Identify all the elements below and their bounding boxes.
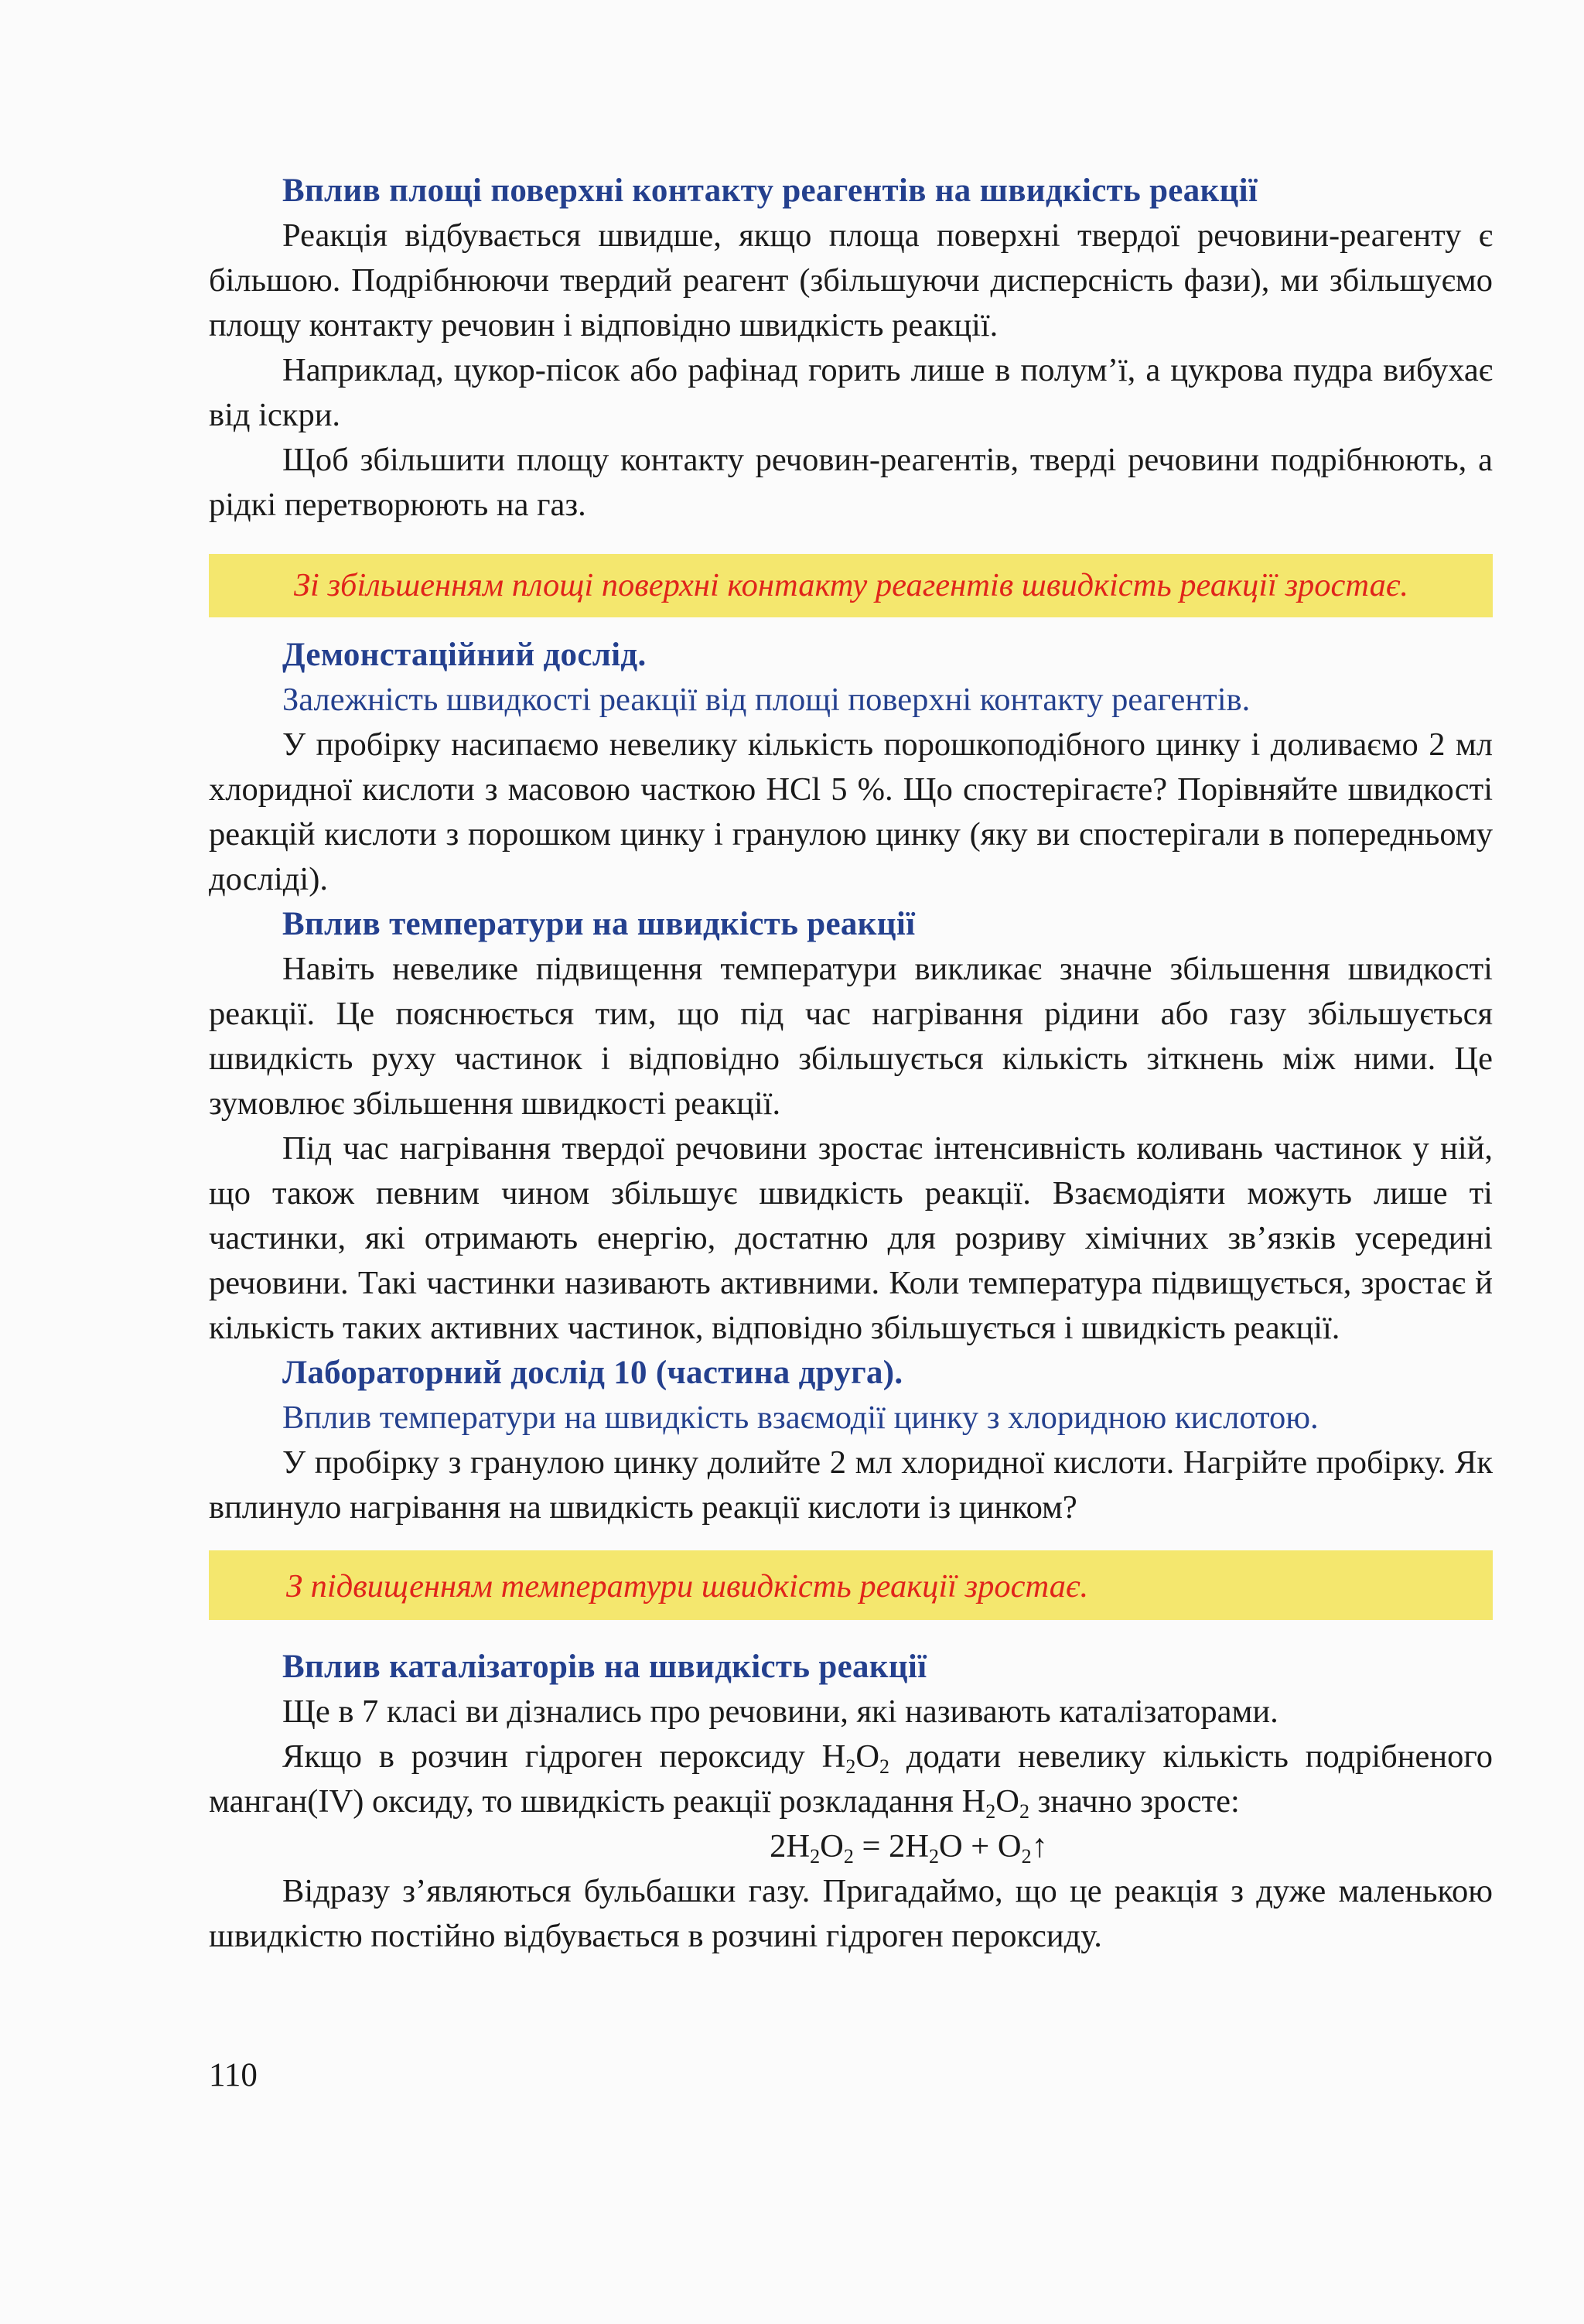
paragraph: Наприклад, цукор-пісок або рафінад горить лише в полум’ї, а цукрова пудра вибухає від іскри. bbox=[209, 352, 1493, 433]
chemical-equation: $2H_2O_2 = 2H_2O$ + $O_2↑$ bbox=[770, 1828, 1048, 1868]
lab-experiment-heading: Лабораторний дослід 10 (частина друга). bbox=[282, 1355, 903, 1391]
lab-experiment-subheading: Вплив температури на швидкість взаємодії цинку з хлоридною кислотою. bbox=[282, 1400, 1319, 1436]
paragraph-with-formula: Якщо в розчин гідроген пероксиду $H_2O_2$ додати невелику кількість подрібненого манган(IV) оксиду, то швидкість реакції розкладання $H_2O_2$ значно зросте: bbox=[209, 1738, 1493, 1823]
section-heading-catalysts: Вплив каталізаторів на швидкість реакції bbox=[282, 1649, 927, 1685]
paragraph: Під час нагрівання твердої речовини зростає інтенсивність коливань частинок у ній, що також певним чином збільшує швидкість реакції. Взаємодіяти можуть лише ті частинки, які отримають енергію, достатню для розриву хімічних зв’язків усередині речовини. Такі частинки називають активними. Коли температура підвищується, зростає й кількість таких активних частинок, відповідно збільшується і швидкість реакції. bbox=[209, 1130, 1493, 1346]
section-heading-temperature: Вплив температури на швидкість реакції bbox=[282, 906, 916, 942]
section-heading-surface-area: Вплив площі поверхні контакту реагентів на швидкість реакції bbox=[282, 173, 1258, 209]
paragraph: Відразу з’являються бульбашки газу. Пригадаймо, що це реакція з дуже маленькою швидкістю постійно відбувається в розчині гідроген пероксиду. bbox=[209, 1873, 1493, 1954]
page-content bbox=[209, 169, 1493, 1959]
highlight-conclusion-surface-area: Зі збільшенням площі поверхні контакту реагентів швидкість реакції зростає. bbox=[209, 554, 1493, 617]
paragraph: Ще в 7 класі ви дізнались про речовини, які називають каталізаторами. bbox=[282, 1693, 1278, 1730]
paragraph: У пробірку з гранулою цинку долийте 2 мл хлоридної кислоти. Нагрійте пробірку. Як вплинуло нагрівання на швидкість реакції кислоти із цинком? bbox=[209, 1444, 1493, 1526]
demo-experiment-subheading: Залежність швидкості реакції від площі поверхні контакту реагентів. bbox=[282, 682, 1251, 718]
paragraph: Щоб збільшити площу контакту речовин-реагентів, тверді речовини подрібнюють, а рідкі перетворюють на газ. bbox=[209, 442, 1493, 523]
page-number: 110 bbox=[209, 2057, 258, 2093]
highlight-conclusion-temperature: З підвищенням температури швидкість реакції зростає. bbox=[209, 1550, 1493, 1620]
demo-experiment-heading: Демонстаційний дослід. bbox=[282, 637, 647, 673]
paragraph: У пробірку насипаємо невелику кількість порошкоподібного цинку і доливаємо 2 мл хлоридної кислоти з масовою часткою HCl 5 %. Що спостерігаєте? Порівняйте швидкості реакцій кислоти з порошком цинку і гранулою цинку (яку ви спостерігали в попередньому досліді). bbox=[209, 726, 1493, 897]
paragraph: Реакція відбувається швидше, якщо площа поверхні твердої речовини-реагенту є більшою. Подрібнюючи твердий реагент (збільшуючи дисперсність фази), ми збільшуємо площу контакту речовин і відповідно швидкість реакції. bbox=[209, 217, 1493, 343]
paragraph: Навіть невелике підвищення температури викликає значне збільшення швидкості реакції. Це пояснюється тим, що під час нагрівання рідини або газу збільшується швидкість руху частинок і відповідно збільшується кількість зіткнень між ними. Це зумовлює збільшення швидкості реакції. bbox=[209, 951, 1493, 1122]
